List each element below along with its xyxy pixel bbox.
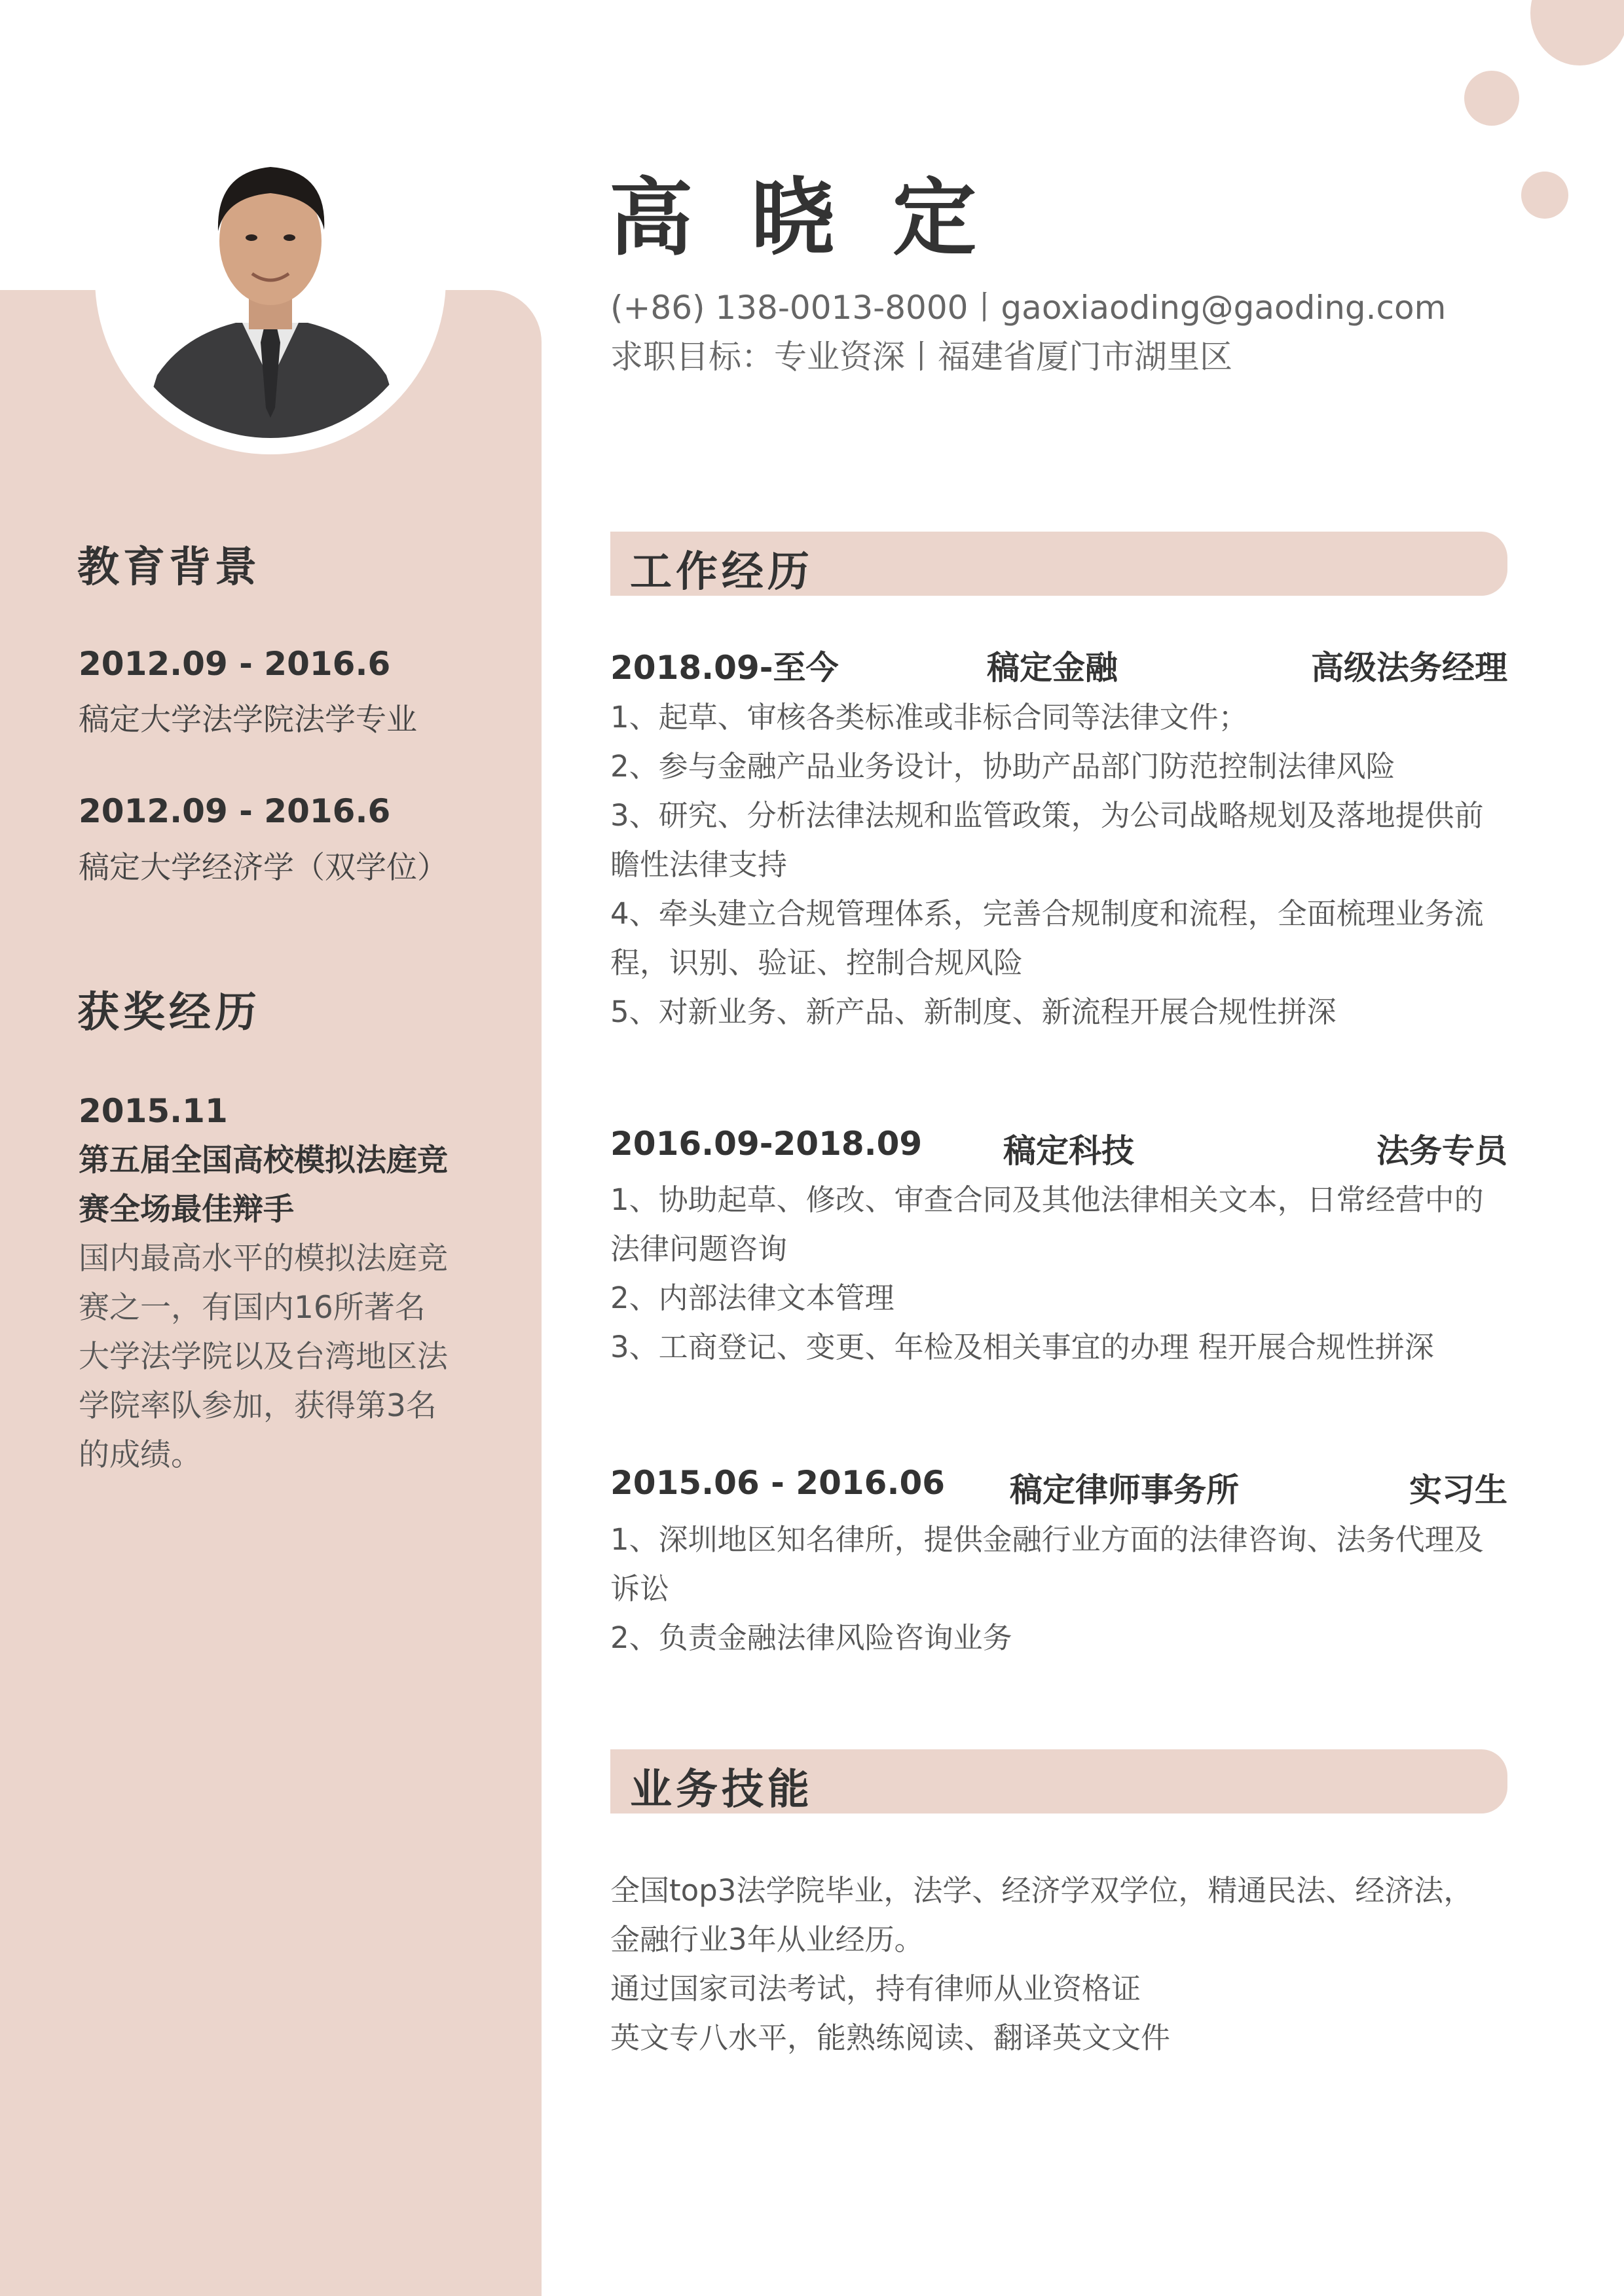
education-date-2: 2012.09 - 2016.6 (79, 792, 391, 830)
decor-circle-small (1521, 172, 1568, 219)
education-text-1: 稿定大学法学院法学专业 (79, 702, 417, 738)
award-desc-line: 国内最高水平的模拟法庭竞 (79, 1241, 448, 1277)
candidate-name: 高 晓 定 (609, 170, 991, 267)
skill-line: 英文专八水平，能熟练阅读、翻译英文文件 (610, 2020, 1171, 2055)
job-duty-line: 1、起草、审核各类标准或非标合同等法律文件； (610, 700, 1248, 735)
job-duty-line: 4、牵头建立合规管理体系，完善合规制度和流程，全面梳理业务流 (610, 896, 1484, 931)
job-duty-line: 诉讼 (610, 1571, 670, 1606)
job-duties-3 (610, 1515, 1507, 1662)
job-header-1 (610, 642, 1507, 687)
skills-section-header (610, 1749, 1507, 1813)
job-duty-line: 2、参与金融产品业务设计，协助产品部门防范控制法律风险 (610, 749, 1395, 784)
skill-line: 通过国家司法考试，持有律师从业资格证 (610, 1971, 1141, 2006)
skills-section-title: 业务技能 (630, 1766, 813, 1814)
job-duties-2 (610, 1175, 1507, 1372)
job-duty-line: 3、研究、分析法律法规和监管政策，为公司战略规划及落地提供前 (610, 798, 1484, 833)
job-duty-line: 程，识别、验证、控制合规风险 (610, 945, 1024, 980)
skill-line: 金融行业3年从业经历。 (610, 1922, 924, 1957)
job-duty-line: 3、工商登记、变更、年检及相关事宜的办理 程开展合规性拼深 (610, 1330, 1434, 1364)
job-duty-line: 瞻性法律支持 (610, 847, 788, 882)
contact-line: (+86) 138-0013-8000丨gaoxiaoding@gaoding.com (610, 289, 1447, 327)
job-period: 2018.09-至今 (610, 649, 839, 687)
job-role: 高级法务经理 (1311, 649, 1507, 687)
award-desc-line: 的成绩。 (79, 1437, 202, 1473)
job-target-line: 求职目标：专业资深丨福建省厦门市湖里区 (610, 338, 1232, 376)
job-duty-line: 1、协助起草、修改、审查合同及其他法律相关文本，日常经营中的 (610, 1182, 1484, 1217)
job-header-2 (610, 1125, 1507, 1171)
education-text-2: 稿定大学经济学（双学位） (79, 850, 448, 886)
avatar-portrait-icon (111, 120, 430, 438)
skills-list (610, 1866, 1507, 2062)
job-header-3 (610, 1464, 1507, 1510)
education-title: 教育背景 (77, 543, 261, 592)
job-duty-line: 5、对新业务、新产品、新制度、新流程开展合规性拼深 (610, 994, 1337, 1029)
avatar (111, 120, 430, 438)
job-period: 2015.06 - 2016.06 (610, 1464, 946, 1502)
award-entry (79, 1087, 485, 1480)
award-name-line: 第五届全国高校模拟法庭竞 (79, 1142, 448, 1178)
job-period: 2016.09-2018.09 (610, 1125, 923, 1163)
award-desc-line: 学院率队参加，获得第3名 (79, 1388, 437, 1424)
work-section-header (610, 532, 1507, 596)
job-company: 稿定科技 (1003, 1132, 1134, 1170)
job-role: 法务专员 (1376, 1132, 1507, 1170)
job-company: 稿定金融 (987, 649, 1118, 687)
education-date-1: 2012.09 - 2016.6 (79, 645, 391, 683)
job-company: 稿定律师事务所 (1010, 1471, 1239, 1509)
award-desc-line: 赛之一，有国内16所著名 (79, 1290, 426, 1326)
skill-line: 全国top3法学院毕业，法学、经济学双学位，精通民法、经济法， (610, 1873, 1473, 1908)
decor-circle-medium (1464, 71, 1519, 126)
job-duty-line: 2、内部法律文本管理 (610, 1281, 895, 1315)
job-duty-line: 1、深圳地区知名律所，提供金融行业方面的法律咨询、法务代理及 (610, 1522, 1484, 1557)
award-name-line: 赛全场最佳辩手 (79, 1192, 294, 1228)
awards-title: 获奖经历 (77, 989, 261, 1037)
award-desc-line: 大学法学院以及台湾地区法 (79, 1339, 448, 1375)
job-duty-line: 2、负责金融法律风险咨询业务 (610, 1620, 1012, 1655)
job-duty-line: 法律问题咨询 (610, 1231, 788, 1266)
job-duties-1 (610, 693, 1507, 1036)
job-role: 实习生 (1409, 1471, 1507, 1509)
work-section-title: 工作经历 (630, 548, 813, 596)
decor-circle-large (1530, 0, 1624, 65)
award-date: 2015.11 (79, 1092, 228, 1130)
